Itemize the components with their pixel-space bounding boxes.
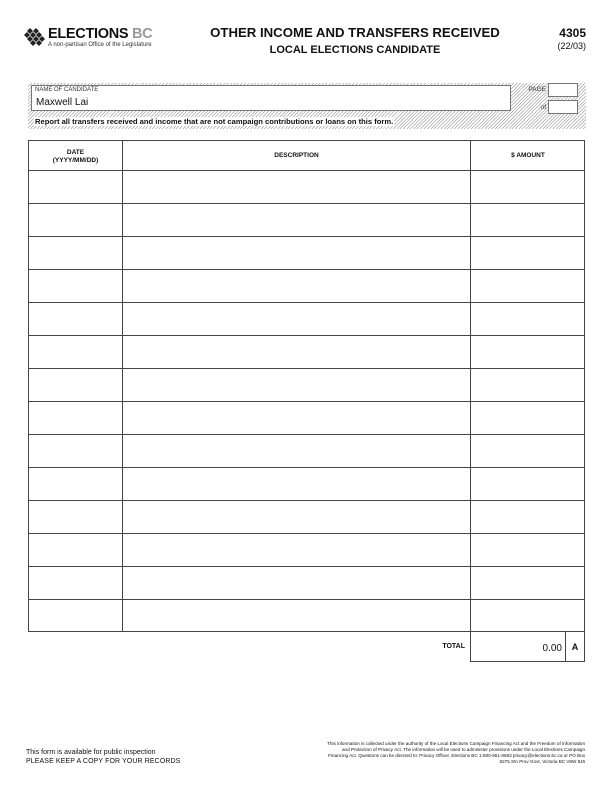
table-cell-amount[interactable]: [471, 501, 584, 533]
table-cell-date[interactable]: [29, 600, 122, 632]
table-cell-date[interactable]: [29, 270, 122, 302]
table-cell-amount[interactable]: [471, 303, 584, 335]
table-cell-description[interactable]: [123, 435, 470, 467]
table-cell-description[interactable]: [123, 501, 470, 533]
column-header-date: [29, 149, 122, 165]
table-cell-date[interactable]: [29, 501, 122, 533]
table-cell-date[interactable]: [29, 435, 122, 467]
form-number: 4305: [559, 26, 586, 40]
table-cell-amount[interactable]: [471, 402, 584, 434]
table-cell-amount[interactable]: [471, 369, 584, 401]
form-instruction: Report all transfers received and income that are not campaign contributions or loans on this form.: [35, 117, 394, 126]
form-version: (22/03): [557, 41, 586, 51]
table-cell-amount[interactable]: [471, 336, 584, 368]
table-cell-date[interactable]: [29, 204, 122, 236]
candidate-name-field[interactable]: [31, 85, 511, 111]
row-divider: [29, 467, 584, 468]
footer-public-inspection-note: This form is available for public inspection: [26, 749, 156, 756]
table-cell-amount[interactable]: [471, 435, 584, 467]
row-divider: [29, 401, 584, 402]
table-cell-date[interactable]: [29, 402, 122, 434]
logo-wordmark-main: ELECTIONS: [48, 26, 129, 42]
row-divider: [29, 335, 584, 336]
table-cell-date[interactable]: [29, 468, 122, 500]
table-cell-description[interactable]: [123, 336, 470, 368]
table-cell-amount[interactable]: [471, 270, 584, 302]
table-cell-description[interactable]: [123, 534, 470, 566]
table-cell-date[interactable]: [29, 171, 122, 203]
row-divider: [29, 434, 584, 435]
page-number-field[interactable]: [548, 83, 578, 97]
row-divider: [29, 599, 584, 600]
column-header-amount: $ AMOUNT: [511, 152, 545, 159]
table-cell-description[interactable]: [123, 600, 470, 632]
table-cell-description[interactable]: [123, 468, 470, 500]
table-cell-description[interactable]: [123, 171, 470, 203]
footer-privacy-notice: This information is collected under the authority of the Local Elections Campaign Financing Act and the Freedom of Information and Protection of Privacy Act. The information will be used to administer provisions under the Local Elections Campaign Financing Act. Questions can be directed to: Privacy Officer, Elections BC 1-800-661-8683 privacy@elections.bc.ca or PO Box 9275 Stn Prov Govt, Victoria BC V8W 9J6: [327, 741, 585, 764]
table-cell-description[interactable]: [123, 402, 470, 434]
total-amount-value: 0.00: [542, 643, 562, 654]
table-cell-description[interactable]: [123, 369, 470, 401]
table-cell-amount[interactable]: [471, 534, 584, 566]
table-cell-description[interactable]: [123, 270, 470, 302]
total-letter: A: [571, 642, 579, 652]
candidate-name-label: NAME OF CANDIDATE: [35, 87, 99, 93]
table-cell-amount[interactable]: [471, 171, 584, 203]
logo-tagline: A non-partisan Office of the Legislature: [48, 42, 152, 48]
row-divider: [29, 170, 584, 171]
row-divider: [29, 566, 584, 567]
table-cell-date[interactable]: [29, 534, 122, 566]
total-label: TOTAL: [442, 643, 465, 650]
table-cell-date[interactable]: [29, 567, 122, 599]
row-divider: [29, 368, 584, 369]
table-cell-amount[interactable]: [471, 600, 584, 632]
table-cell-date[interactable]: [29, 237, 122, 269]
form-subtitle: LOCAL ELECTIONS CANDIDATE: [269, 44, 441, 56]
form-title: OTHER INCOME AND TRANSFERS RECEIVED: [210, 25, 500, 40]
table-cell-amount[interactable]: [471, 567, 584, 599]
table-cell-description[interactable]: [123, 303, 470, 335]
footer-keep-copy-note: PLEASE KEEP A COPY FOR YOUR RECORDS: [26, 758, 181, 765]
table-cell-date[interactable]: [29, 336, 122, 368]
table-cell-description[interactable]: [123, 204, 470, 236]
logo-wordmark-suffix: BC: [132, 26, 153, 42]
logo-wordmark: [48, 26, 152, 42]
table-cell-amount[interactable]: [471, 237, 584, 269]
table-cell-date[interactable]: [29, 369, 122, 401]
row-divider: [29, 236, 584, 237]
page-label: PAGE: [528, 86, 546, 93]
column-header-description: DESCRIPTION: [274, 152, 319, 159]
row-divider: [29, 302, 584, 303]
elections-bc-logo-icon: [24, 28, 46, 48]
transfers-table: [28, 140, 585, 632]
row-divider: [29, 533, 584, 534]
table-cell-description[interactable]: [123, 237, 470, 269]
page-total-field[interactable]: [548, 100, 578, 114]
page-of-label: of: [540, 104, 546, 111]
candidate-name-value: Maxwell Lai: [36, 97, 89, 108]
row-divider: [29, 269, 584, 270]
table-cell-description[interactable]: [123, 567, 470, 599]
column-header-date-label: DATE: [66, 149, 85, 156]
table-cell-amount[interactable]: [471, 204, 584, 236]
table-cell-date[interactable]: [29, 303, 122, 335]
column-header-date-format: (YYYY/MM/DD): [52, 157, 99, 164]
row-divider: [29, 500, 584, 501]
table-cell-amount[interactable]: [471, 468, 584, 500]
row-divider: [29, 203, 584, 204]
